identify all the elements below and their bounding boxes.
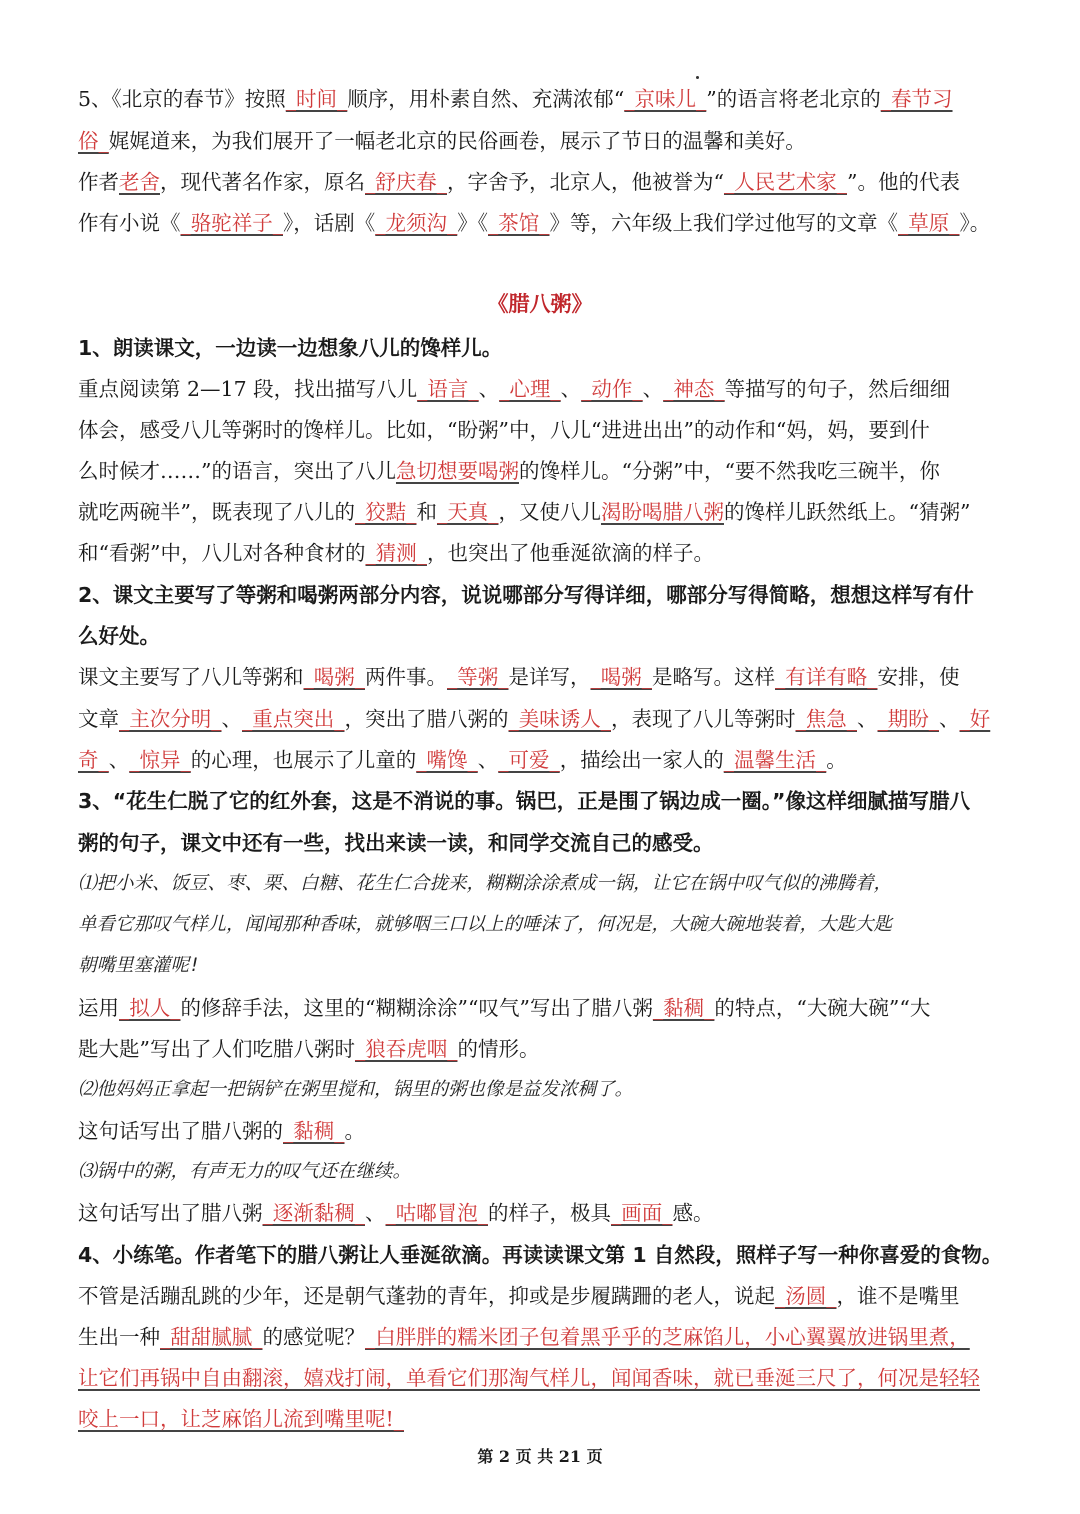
text-segment: ，描绘出一家人的 — [559, 748, 724, 772]
text-segment: 生出一种 — [78, 1325, 160, 1349]
q3-sentence-1c: 朝嘴里塞灌呢! — [78, 955, 201, 976]
text-segment: 。 — [344, 1119, 365, 1143]
text-segment: 运用 — [78, 996, 119, 1020]
answer-blank: 渴盼喝腊八粥 — [600, 500, 724, 524]
text-segment: 感。 — [672, 1201, 714, 1225]
answer-blank: _可爱_ — [498, 748, 560, 772]
text-segment: 、 — [560, 377, 582, 401]
text-segment: 的情形。 — [457, 1037, 540, 1061]
answer-blank: _主次分明_ — [119, 707, 222, 731]
q1-line-1 — [78, 374, 1008, 404]
text-segment: 、 — [478, 377, 500, 401]
answer-blank: 俗_ — [78, 129, 109, 153]
answer-blank: _惊异_ — [129, 748, 191, 772]
q1-heading: 1、朗读课文，一边读一边想象八儿的馋样儿。 — [78, 336, 503, 360]
beijing-line-2 — [78, 126, 1008, 156]
answer-blank: 老舍 — [119, 170, 160, 194]
text-segment: 的样子，极具 — [488, 1201, 611, 1225]
answer-blank: _骆驼祥子_ — [180, 211, 283, 235]
text-segment: ，表现了八儿等粥时 — [611, 707, 796, 731]
answer-blank: _狼吞虎咽_ — [354, 1037, 458, 1061]
answer-blank: _天真_ — [436, 500, 499, 524]
text-segment: 的感觉呢？ — [262, 1325, 365, 1349]
answer-blank: _嘴馋_ — [416, 748, 478, 772]
stray-dot — [696, 76, 699, 79]
answer-blank: _人民艺术家_ — [723, 170, 847, 194]
section-title: 《腊八粥》 — [487, 292, 593, 316]
text-segment: 》等，六年级上我们学过他写的文章《 — [549, 211, 898, 235]
q4-line-4 — [78, 1404, 1008, 1434]
text-segment: 重点阅读第 2—17 段，找出描写八儿 — [78, 377, 418, 401]
q4-line-1 — [78, 1281, 1008, 1311]
text-segment: 安排，使 — [877, 665, 960, 689]
text-segment: 作有小说《 — [78, 211, 181, 235]
text-segment: 》。 — [959, 211, 991, 235]
text-segment: 顺序，用朴素自然、充满浓郁“ — [347, 87, 625, 111]
text-segment: 两件事。 — [365, 665, 447, 689]
beijing-line-1 — [78, 84, 1008, 114]
text-segment: 匙大匙”写出了人们吃腊八粥时 — [78, 1037, 355, 1061]
answer-blank: _动作_ — [581, 377, 643, 401]
text-segment: 的心理，也展示了儿童的 — [190, 748, 417, 772]
text-segment: 、 — [642, 377, 664, 401]
text-segment: 和 — [416, 500, 437, 524]
answer-blank: _时间_ — [285, 87, 348, 111]
answer-blank: 咬上一口，让芝麻馅儿流到嘴里呢!_ — [78, 1407, 404, 1431]
answer-blank: _狡黠_ — [354, 500, 417, 524]
q3-sentence-1b: 单看它那叹气样儿，闻闻那种香味，就够咽三口以上的唾沫了，何况是，大碗大碗地装着，大匙大匙 — [78, 914, 893, 935]
q3-heading-1: 3、“花生仁脱了它的红外套，这是不消说的事。锅巴，正是围了锅边成一圈。”像这样细腻描写腊八 — [78, 789, 970, 813]
text-segment: 5、《北京的春节》按照 — [78, 87, 286, 111]
q3-answer-1a — [78, 993, 1008, 1023]
text-segment: 是略写。这样 — [652, 665, 775, 689]
page-footer: 第 2 页 共 21 页 — [477, 1447, 603, 1466]
text-segment: 么时候才……”的语言，突出了八儿 — [78, 459, 396, 483]
q1-line-4 — [78, 497, 1008, 527]
answer-blank: _白胖胖的糯米团子包着黑乎乎的芝麻馅儿，小心翼翼放进锅里煮， — [365, 1325, 970, 1349]
q1-line-2 — [78, 415, 1008, 445]
answer-blank: _草原_ — [898, 211, 960, 235]
q2-heading-1: 2、课文主要写了等粥和喝粥两部分内容，说说哪部分写得详细，哪部分写得简略，想想这样写有什 — [78, 583, 974, 607]
text-segment: 文章 — [78, 707, 119, 731]
text-segment: 娓娓道来，为我们展开了一幅老北京的民俗画卷，展示了节日的温馨和美好。 — [108, 129, 806, 153]
text-segment: 就吃两碗半”，既表现了八儿的 — [78, 500, 355, 524]
q4-line-2 — [78, 1322, 1008, 1352]
answer-blank: _等粥_ — [447, 665, 509, 689]
answer-blank: 奇_ — [78, 748, 109, 772]
answer-blank: _逐渐黏稠_ — [262, 1201, 365, 1225]
answer-blank: _心理_ — [499, 377, 561, 401]
text-segment: ，谁不是嘴里 — [836, 1284, 960, 1308]
answer-blank: _期盼_ — [877, 707, 939, 731]
text-segment: 等描写的句子，然后细细 — [724, 377, 951, 401]
text-segment: 的特点，“大碗大碗”“大 — [714, 996, 931, 1020]
text-segment: 、 — [221, 707, 242, 731]
beijing-line-3 — [78, 167, 1008, 197]
answer-blank: _黏稠_ — [652, 996, 715, 1020]
q2-line-3 — [78, 745, 1008, 775]
text-segment: 体会，感受八儿等粥时的馋样儿。比如，“盼粥”中，八儿“进进出出”的动作和“妈，妈，要到什 — [78, 418, 930, 442]
answer-blank: _喝粥_ — [590, 665, 652, 689]
answer-blank: _重点突出_ — [242, 707, 345, 731]
q4-heading: 4、小练笔。作者笔下的腊八粥让人垂涎欲滴。再读读课文第 1 自然段，照样子写一种你喜爱的食物。 — [78, 1243, 1003, 1267]
answer-blank: _有详有略_ — [775, 665, 878, 689]
text-segment: 和“看粥”中，八儿对各种食材的 — [78, 541, 366, 565]
answer-blank: _舒庆春_ — [365, 170, 447, 194]
answer-blank: _美味诱人_ — [508, 707, 611, 731]
text-segment: 、 — [857, 707, 878, 731]
answer-blank: _甜甜腻腻_ — [160, 1325, 263, 1349]
answer-blank: _汤圆_ — [775, 1284, 837, 1308]
q1-line-5 — [78, 538, 1008, 568]
q3-sentence-2: ⑵他妈妈正拿起一把锅铲在粥里搅和，锅里的粥也像是益发浓稠了。 — [78, 1079, 634, 1100]
answer-blank: _神态_ — [663, 377, 725, 401]
q3-sentence-3: ⑶锅中的粥，有声无力的叹气还在继续。 — [78, 1161, 412, 1182]
q3-sentence-1a: ⑴把小米、饭豆、枣、栗、白糖、花生仁合拢来，糊糊涂涂煮成一锅，让它在锅中叹气似的沸腾着， — [78, 873, 893, 894]
q2-heading-2: 么好处。 — [78, 624, 160, 648]
text-segment: 的馋样儿跃然纸上。“猜粥” — [723, 500, 971, 524]
answer-blank: _喝粥_ — [303, 665, 365, 689]
q1-line-3 — [78, 456, 1008, 486]
text-segment: 》《 — [457, 211, 488, 235]
answer-blank: _茶馆_ — [488, 211, 550, 235]
text-segment: ，又使八儿 — [498, 500, 601, 524]
answer-blank: 让它们再锅中自由翻滚，嬉戏打闹，单看它们那淘气样儿，闻闻香味，就已垂涎三尺了，何况是轻轻 — [78, 1366, 980, 1390]
q3-answer-1b — [78, 1034, 1008, 1064]
text-segment: 的修辞手法，这里的“糊糊涂涂”“叹气”写出了腊八粥 — [180, 996, 653, 1020]
beijing-line-4 — [78, 208, 1008, 238]
q2-line-2 — [78, 704, 1008, 734]
q3-answer-3 — [78, 1198, 1008, 1228]
text-segment: 》，话剧《 — [283, 211, 376, 235]
text-segment: ”的语言将老北京的 — [706, 87, 881, 111]
answer-blank: _拟人_ — [119, 996, 181, 1020]
answer-blank: _语言_ — [417, 377, 479, 401]
text-segment: ，字舍予，北京人，他被誉为“ — [447, 170, 724, 194]
q3-heading-2: 粥的句子，课文中还有一些，找出来读一读，和同学交流自己的感受。 — [78, 831, 714, 855]
text-segment: 、 — [939, 707, 960, 731]
text-segment: ，现代著名作家，原名 — [160, 170, 365, 194]
q3-answer-2 — [78, 1116, 1008, 1146]
q2-line-1 — [78, 662, 1008, 692]
text-segment: 的馋样儿。“分粥”中，“要不然我吃三碗半，你 — [518, 459, 940, 483]
answer-blank: _画面_ — [611, 1201, 673, 1225]
text-segment: 课文主要写了八儿等粥和 — [78, 665, 304, 689]
answer-blank: _温馨生活_ — [723, 748, 827, 772]
answer-blank: _猜测_ — [365, 541, 427, 565]
text-segment: 不管是活蹦乱跳的少年，还是朝气蓬勃的青年，抑或是步履蹒跚的老人，说起 — [78, 1284, 775, 1308]
text-segment: 是详写， — [508, 665, 591, 689]
answer-blank: 急切想要喝粥 — [395, 459, 519, 483]
text-segment: ，突出了腊八粥的 — [344, 707, 509, 731]
text-segment: 作者 — [78, 170, 119, 194]
text-segment: 这句话写出了腊八粥 — [78, 1201, 263, 1225]
text-segment: ”。他的代表 — [846, 170, 960, 194]
answer-blank: _焦急_ — [795, 707, 857, 731]
text-segment: 。 — [826, 748, 847, 772]
answer-blank: _黏稠_ — [283, 1119, 345, 1143]
q4-line-3 — [78, 1363, 1008, 1393]
text-segment: 、 — [365, 1201, 386, 1225]
text-segment: 这句话写出了腊八粥的 — [78, 1119, 283, 1143]
text-segment: 、 — [108, 748, 130, 772]
answer-blank: _龙须沟_ — [375, 211, 458, 235]
text-segment: 、 — [477, 748, 499, 772]
answer-blank: _春节习 — [880, 87, 953, 111]
answer-blank: _京味儿_ — [624, 87, 707, 111]
answer-blank: _咕嘟冒泡_ — [385, 1201, 488, 1225]
answer-blank: _好 — [959, 707, 991, 731]
text-segment: ，也突出了他垂涎欲滴的样子。 — [426, 541, 714, 565]
